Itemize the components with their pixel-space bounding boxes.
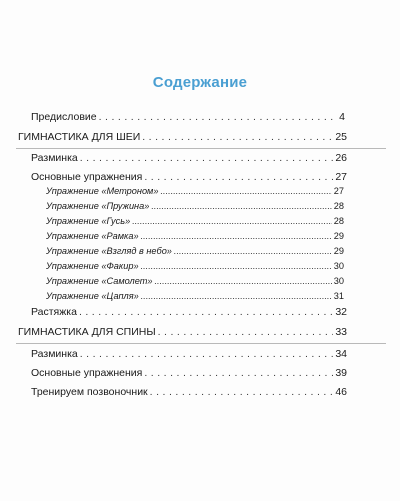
toc-entry-page: 32 — [335, 306, 347, 318]
section-divider — [16, 343, 386, 344]
leader-dots — [141, 231, 332, 241]
leader-dots — [99, 111, 338, 123]
toc-entry-label: Разминка — [31, 348, 78, 360]
toc-section-neck[interactable] — [18, 131, 347, 143]
toc-entry-page: 25 — [335, 131, 347, 143]
toc-entry-page: 33 — [335, 326, 347, 338]
toc-title: Содержание — [152, 74, 248, 91]
leader-dots — [154, 276, 331, 286]
toc-subentry[interactable] — [46, 201, 344, 211]
toc-entry-page: 28 — [333, 216, 344, 226]
toc-entry-page: 26 — [335, 152, 347, 164]
toc-entry-label: Тренируем позвоночник — [31, 386, 148, 398]
toc-entry-label: ГИМНАСТИКА ДЛЯ ШЕИ — [18, 131, 141, 143]
leader-dots — [160, 186, 331, 196]
toc-entry-label: Упражнение «Самолет» — [46, 276, 153, 286]
leader-dots — [79, 306, 333, 318]
toc-entry-page: 30 — [333, 276, 344, 286]
toc-entry-page: 29 — [333, 246, 344, 256]
section-divider — [16, 148, 386, 149]
toc-entry-label: Упражнение «Метроном» — [46, 186, 159, 196]
toc-entry-preface[interactable] — [31, 111, 345, 123]
toc-entry-page: 46 — [335, 386, 347, 398]
toc-entry-page: 34 — [335, 348, 347, 360]
leader-dots — [150, 386, 334, 398]
toc-subentry[interactable] — [46, 261, 344, 271]
toc-entry-page: 28 — [333, 201, 344, 211]
toc-subentry[interactable] — [46, 276, 344, 286]
leader-dots — [144, 171, 333, 183]
toc-entry-label: Упражнение «Пружина» — [46, 201, 150, 211]
leader-dots — [142, 131, 333, 143]
toc-entry-label: Основные упражнения — [31, 171, 143, 183]
toc-entry-label: Разминка — [31, 152, 78, 164]
toc-subentry[interactable] — [46, 231, 344, 241]
toc-entry-stretching[interactable] — [31, 306, 347, 318]
toc-entry-label: Упражнение «Цапля» — [46, 291, 139, 301]
leader-dots — [174, 246, 332, 256]
toc-subentry[interactable] — [46, 291, 344, 301]
toc-entry-warmup[interactable] — [31, 152, 347, 164]
toc-entry-label: Упражнение «Рамка» — [46, 231, 139, 241]
toc-entry-page: 39 — [335, 367, 347, 379]
toc-entry-label: Упражнение «Факир» — [46, 261, 139, 271]
toc-entry-label: Растяжка — [31, 306, 77, 318]
toc-entry-label: Предисловие — [31, 111, 97, 123]
leader-dots — [80, 348, 334, 360]
toc-entry-page: 27 — [333, 186, 344, 196]
toc-entry-main-exercises[interactable] — [31, 171, 347, 183]
toc-entry-warmup[interactable] — [31, 348, 347, 360]
toc-entry-page: 27 — [335, 171, 347, 183]
leader-dots — [151, 201, 331, 211]
toc-entry-page: 29 — [333, 231, 344, 241]
leader-dots — [80, 152, 334, 164]
toc-subentry[interactable] — [46, 186, 344, 196]
toc-entry-page: 4 — [339, 111, 345, 123]
toc-subentry[interactable] — [46, 216, 344, 226]
toc-entry-main-exercises[interactable] — [31, 367, 347, 379]
toc-entry-page: 31 — [333, 291, 344, 301]
toc-entry-label: Упражнение «Взгляд в небо» — [46, 246, 172, 256]
leader-dots — [144, 367, 333, 379]
leader-dots — [132, 216, 332, 226]
toc-section-back[interactable] — [18, 326, 347, 338]
toc-entry-label: Основные упражнения — [31, 367, 143, 379]
toc-entry-page: 30 — [333, 261, 344, 271]
toc-subentry[interactable] — [46, 246, 344, 256]
leader-dots — [141, 291, 332, 301]
leader-dots — [141, 261, 332, 271]
toc-entry-label: Упражнение «Гусь» — [46, 216, 131, 226]
leader-dots — [158, 326, 334, 338]
toc-entry-spine-training[interactable] — [31, 386, 347, 398]
toc-entry-label: ГИМНАСТИКА ДЛЯ СПИНЫ — [18, 326, 156, 338]
